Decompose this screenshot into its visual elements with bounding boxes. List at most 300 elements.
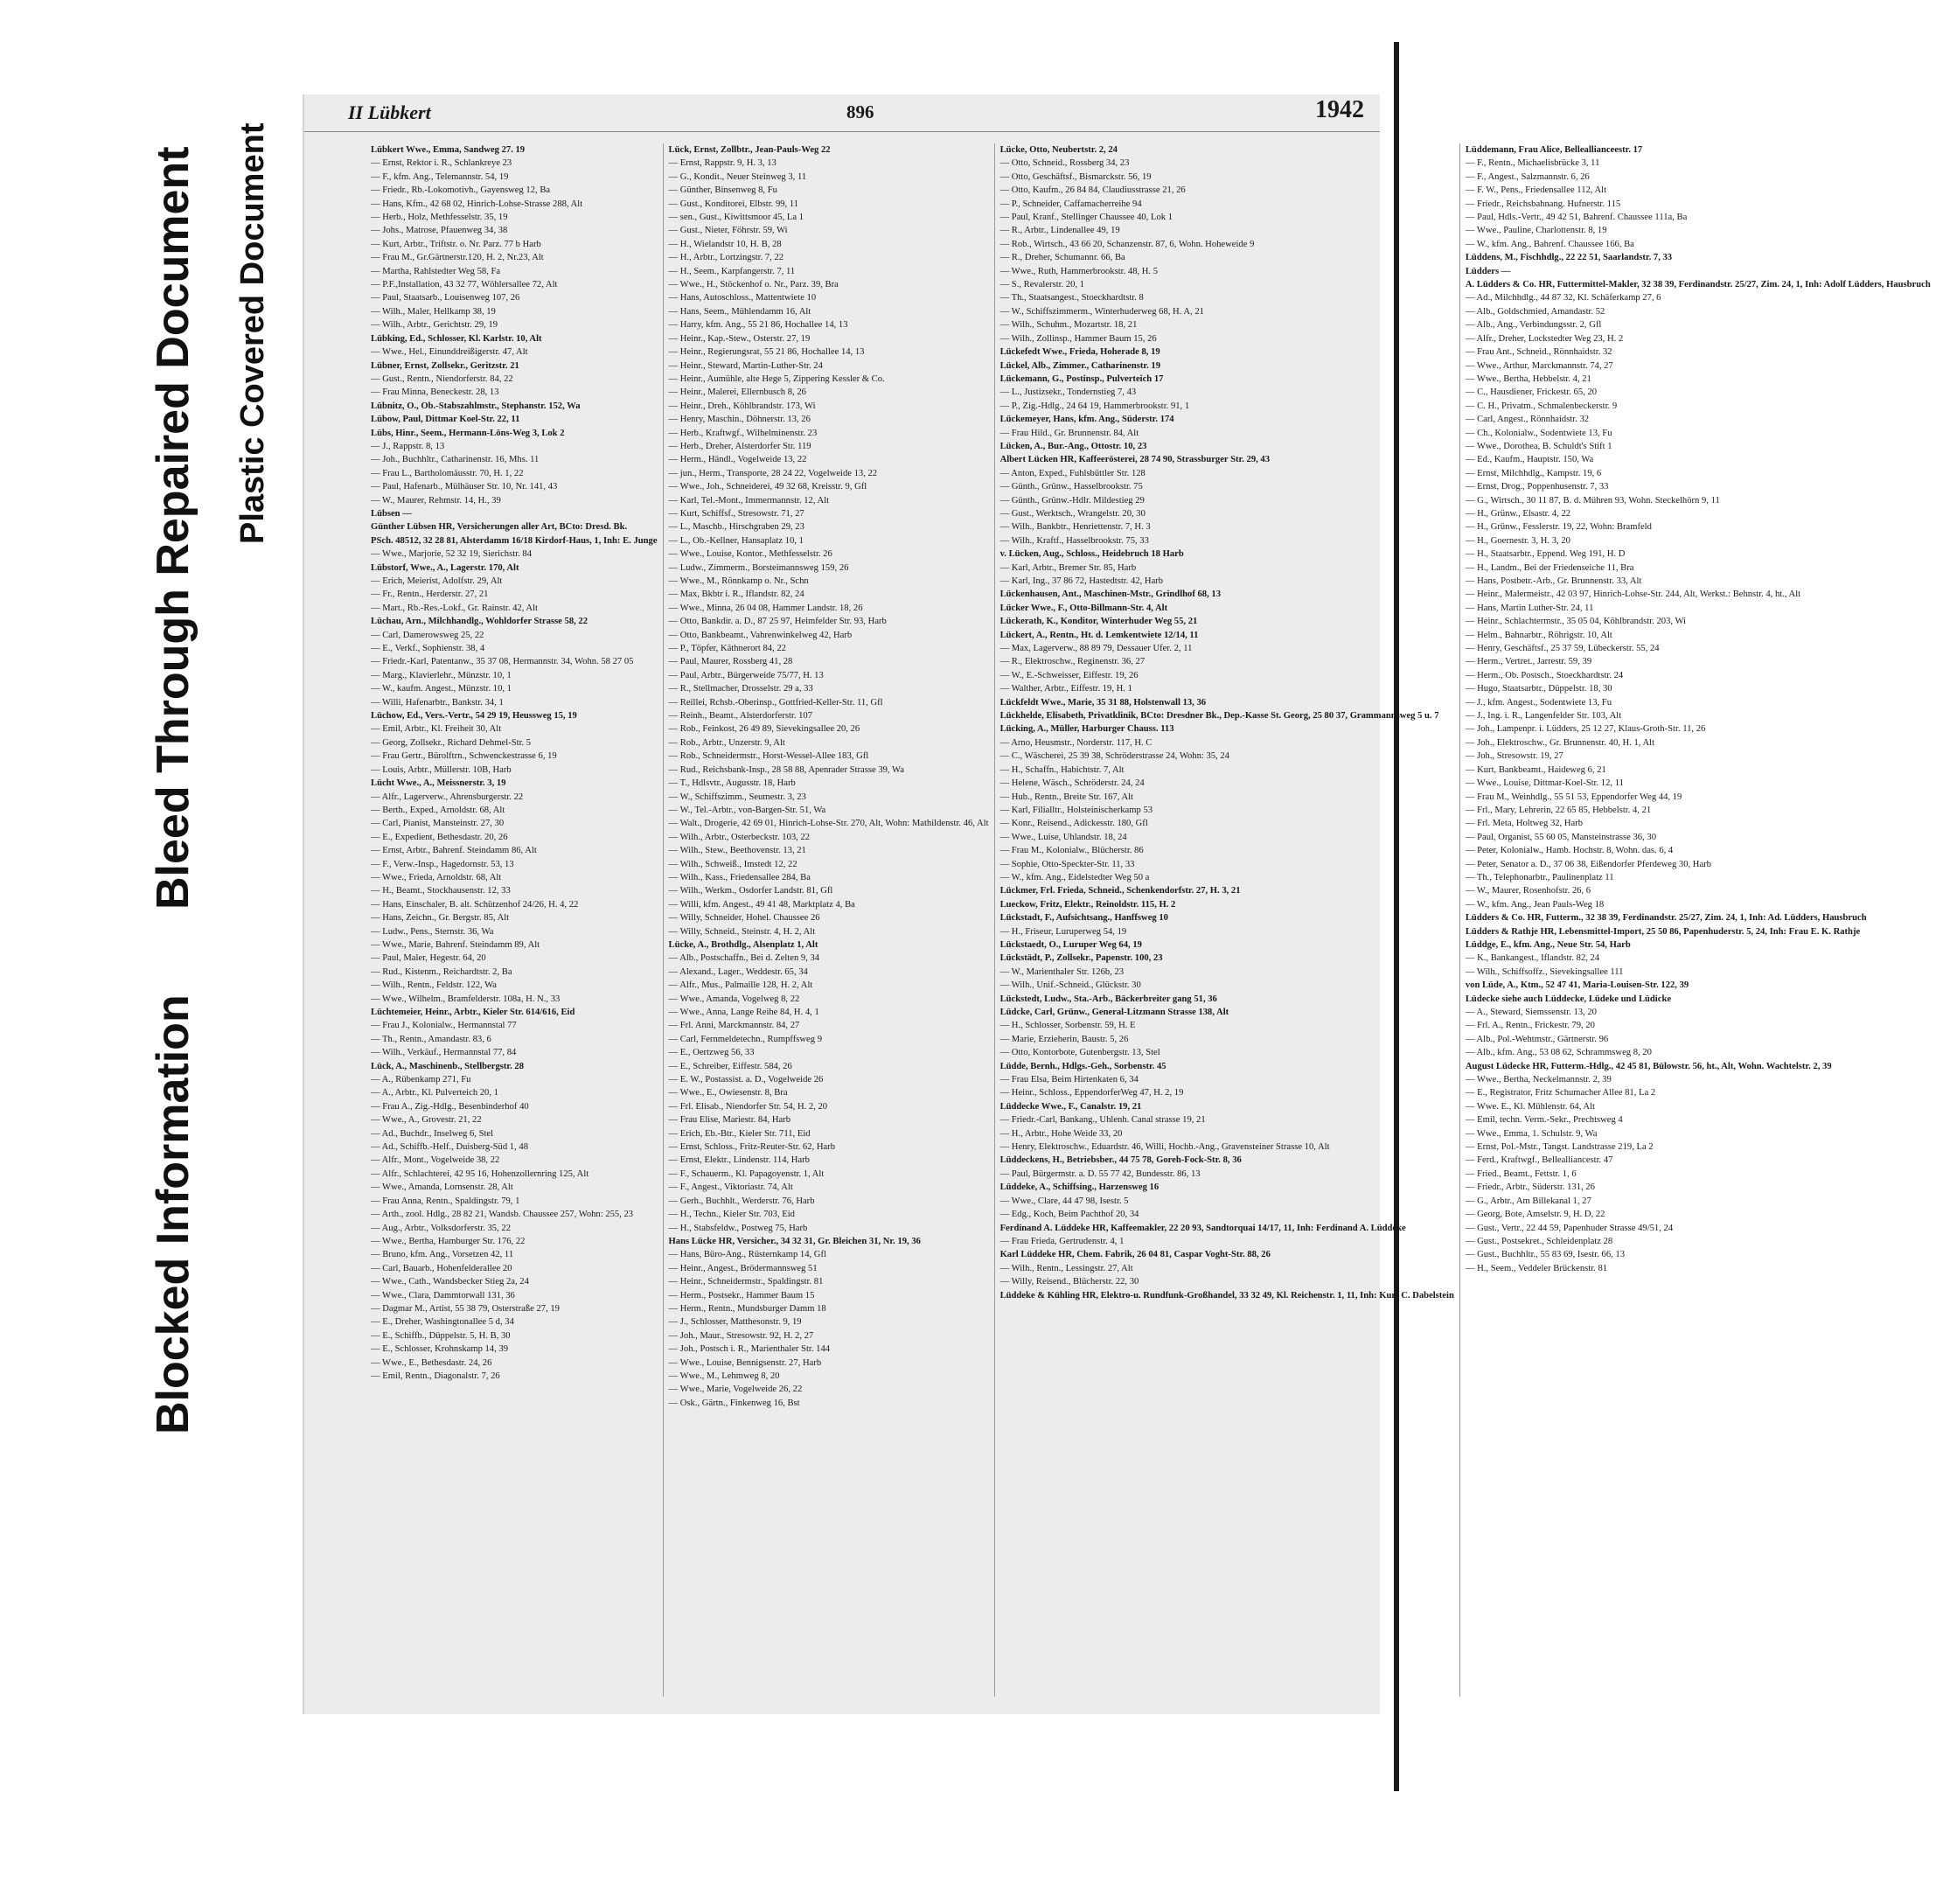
directory-entry: — Arth., zool. Hdlg., 28 82 21, Wandsb. Chaussee 257, Wohn: 255, 23 — [371, 1210, 634, 1220]
directory-entry: — Frau J., Kolonialw., Hermannstal 77 — [371, 1021, 517, 1031]
directory-entry: — Henry, Elektroschw., Eduardstr. 46, Willi, Hochb.-Ang., Gravensteiner Strasse 10, Alt — [999, 1142, 1330, 1153]
directory-entry: — Wwe., Joh., Schneiderei, 49 32 68, Kreisstr. 9, Gfl — [668, 482, 867, 492]
repaired-document-label: Repaired Document — [148, 146, 198, 576]
directory-entry: — Bruno, kfm. Ang., Vorsetzen 42, 11 — [371, 1250, 514, 1260]
directory-entry: — Gust., Vertr., 22 44 59, Papenhuder Strasse 49/51, 24 — [1465, 1223, 1674, 1233]
directory-entry: — F., Verw.-Insp., Hagedornstr. 53, 13 — [371, 859, 514, 869]
directory-entry: — W., kaufm. Angest., Münzstr. 10, 1 — [371, 684, 512, 694]
directory-entry: — Otto, Kontorbote, Gutenbergstr. 13, Stel — [999, 1048, 1160, 1058]
directory-entry: — Th., Rentn., Amandastr. 83, 6 — [371, 1034, 491, 1044]
directory-entry: — Wwe., Cath., Wandsbecker Stieg 2a, 24 — [371, 1277, 529, 1287]
directory-entry: — R., Arbtr., Lindenallee 49, 19 — [999, 226, 1120, 236]
directory-entry: Lücke, A., Brothdlg., Alsenplatz 1, Alt — [668, 939, 818, 950]
directory-entry: — Wwe., Louise, Bennigsenstr. 27, Harb — [668, 1357, 822, 1368]
directory-entry: — Frl. Elisab., Niendorfer Str. 54, H. 2, 20 — [668, 1101, 828, 1112]
directory-entry: — H., Seem., Veddeler Brückenstr. 81 — [1465, 1263, 1608, 1273]
directory-entry: — W., E.-Schweisser, Eiffestr. 19, 26 — [999, 670, 1139, 680]
directory-entry: Lüdde, Bernh., Hdlgs.-Geh., Sorbenstr. 45 — [999, 1061, 1166, 1071]
directory-entry: — Wilh., Schuhm., Mozartstr. 18, 21 — [999, 320, 1138, 331]
directory-entry: — Friedr., Arbtr., Süderstr. 131, 26 — [1465, 1182, 1595, 1193]
directory-entry: — Emil, techn. Verm.-Sekr., Prechtsweg 4 — [1465, 1115, 1623, 1126]
directory-entry: — Joh., Maur., Stresowstr. 92, H. 2, 27 — [668, 1330, 814, 1341]
directory-entry: — Aug., Arbtr., Volksdorferstr. 35, 22 — [371, 1223, 511, 1233]
directory-entry: — Alb., Ang., Verbindungsstr. 2, Gfl — [1465, 320, 1602, 331]
directory-entry: — Wwe. E., Kl. Mühlenstr. 64, Alt — [1465, 1101, 1595, 1112]
directory-entry: Lückenhausen, Ant., Maschinen-Mstr., Grindlhof 68, 13 — [999, 589, 1221, 600]
directory-entry: — Wwe., Dorothea, B. Schuldt's Stift 1 — [1465, 441, 1612, 451]
directory-column-1 — [366, 143, 664, 1697]
directory-entry: — Willy, Schneid., Steinstr. 4, H. 2, Alt — [668, 926, 816, 937]
directory-entry: — Sophie, Otto-Speckter-Str. 11, 33 — [999, 859, 1135, 869]
directory-entry: — Heinr., Schloss., EppendorferWeg 47, H. 2, 19 — [999, 1088, 1184, 1098]
directory-entry: Lüddge, E., kfm. Ang., Neue Str. 54, Harb — [1465, 939, 1631, 950]
directory-entry: — H., Seem., Karpfangerstr. 7, 11 — [668, 266, 796, 276]
directory-entry: — Herb., Dreher, Alsterdorfer Str. 119 — [668, 441, 811, 451]
directory-entry: — Wwe., Pauline, Charlottenstr. 8, 19 — [1465, 226, 1607, 236]
directory-entry: Lüchow, Ed., Vers.-Vertr., 54 29 19, Heussweg 15, 19 — [371, 711, 577, 722]
directory-entry: — E., Schlosser, Krohnskamp 14, 39 — [371, 1344, 508, 1355]
directory-entry: — Ad., Buchdr., Inselweg 6, Stel — [371, 1128, 494, 1139]
directory-entry: — H., Stabsfeldw., Postweg 75, Harb — [668, 1223, 808, 1233]
directory-entry: Lübkert Wwe., Emma, Sandweg 27. 19 — [371, 145, 526, 155]
directory-entry: Lüddecke Wwe., F., Canalstr. 19, 21 — [999, 1101, 1142, 1112]
directory-entry: — Otto, Bankdir. a. D., 87 25 97, Heimfelder Str. 93, Harb — [668, 617, 887, 627]
directory-entry: — W., Maurer, Rehmstr. 14, H., 39 — [371, 495, 501, 506]
directory-entry: Karl Lüddeke HR, Chem. Fabrik, 26 04 81, Caspar Voght-Str. 88, 26 — [999, 1250, 1271, 1260]
directory-column-2 — [664, 143, 995, 1697]
directory-entry: — Willy, Reisend., Blücherstr. 22, 30 — [999, 1277, 1139, 1287]
directory-entry: — Frau Elise, Mariestr. 84, Harb — [668, 1115, 791, 1126]
directory-entry: — Th., Telephonarbtr., Paulinenplatz 11 — [1465, 872, 1614, 882]
directory-entry: — Walther, Arbtr., Eiffestr. 19, H. 1 — [999, 684, 1132, 694]
directory-entry: — L., Maschb., Hirschgraben 29, 23 — [668, 522, 804, 533]
directory-entry: — Osk., Gärtn., Finkenweg 16, Bst — [668, 1398, 800, 1408]
directory-entry: — Joh., Lampenpr. i. Lüdders, 25 12 27, Klaus-Groth-Str. 11, 26 — [1465, 724, 1706, 735]
directory-entry: — R., Elektroschw., Reginenstr. 36, 27 — [999, 657, 1146, 667]
directory-entry: — J., kfm. Angest., Sodentwiete 13, Fu — [1465, 697, 1612, 708]
directory-entry: — Ch., Kolonialw., Sodentwiete 13, Fu — [1465, 428, 1612, 438]
directory-entry: — Wwe., A., Grovestr. 21, 22 — [371, 1115, 482, 1126]
directory-entry: — Emil, Arbtr., Kl. Freiheit 30, Alt — [371, 724, 502, 735]
directory-entry: Lücking, A., Müller, Harburger Chauss. 113 — [999, 724, 1174, 735]
directory-entry: — P., Schneider, Caffamacherreihe 94 — [999, 199, 1142, 209]
directory-entry: Lueckow, Fritz, Elektr., Reinoldstr. 115, H. 2 — [999, 899, 1176, 910]
directory-entry: — Wwe., Bertha, Neckelmannstr. 2, 39 — [1465, 1075, 1612, 1085]
directory-entry: — Carl, Bauarb., Hohenfelderallee 20 — [371, 1263, 512, 1273]
directory-entry: — Frl. A., Rentn., Frickestr. 79, 20 — [1465, 1021, 1595, 1031]
directory-entry: Lückfeldt Wwe., Marie, 35 31 88, Holstenwall 13, 36 — [999, 697, 1207, 708]
directory-entry: — Georg, Zollsekr., Richard Dehmel-Str. 5 — [371, 737, 532, 748]
directory-entry: — Wwe., E., Owiesenstr. 8, Bra — [668, 1088, 788, 1098]
directory-entry: — Heinr., Steward, Martin-Luther-Str. 24 — [668, 360, 823, 371]
directory-entry: Lüdecke siehe auch Lüddecke, Lüdeke und Lüdicke — [1465, 994, 1672, 1004]
directory-entry: — L., Ob.-Kellner, Hansaplatz 10, 1 — [668, 535, 804, 546]
directory-entry: Lüddeke, A., Schiffsing., Harzensweg 16 — [999, 1182, 1160, 1193]
directory-entry: — H., Goernestr. 3, H. 3, 20 — [1465, 535, 1570, 546]
directory-entry: — W., kfm. Ang., Eidelstedter Weg 50 a — [999, 872, 1150, 882]
directory-entry: — A., Rübenkamp 271, Fu — [371, 1075, 471, 1085]
directory-entry: — H., Staatsarbtr., Eppend. Weg 191, H. D — [1465, 549, 1626, 560]
directory-entry: — S., Revalerstr. 20, 1 — [999, 280, 1085, 290]
directory-entry: — Arno, Heusmstr., Norderstr. 117, H. C — [999, 737, 1153, 748]
directory-entry: — Erich, Meierist, Adolfstr. 29, Alt — [371, 576, 503, 586]
directory-entry: Lüddemann, Frau Alice, Belleallianceestr. 17 — [1465, 145, 1643, 155]
directory-entry: — Paul, Hafenarb., Mülhäuser Str. 10, Nr. 141, 43 — [371, 482, 558, 492]
directory-entry: — Alb., kfm. Ang., 53 08 62, Schrammsweg 8, 20 — [1465, 1048, 1652, 1058]
directory-entry: Lüchtemeier, Heinr., Arbtr., Kieler Str. 614/616, Eid — [371, 1008, 575, 1017]
directory-entry: — H., Techn., Kieler Str. 703, Eid — [668, 1210, 795, 1220]
directory-entry: — Frau Elsa, Beim Hirtenkaten 6, 34 — [999, 1075, 1139, 1085]
directory-entry: Lückstaedt, O., Luruper Weg 64, 19 — [999, 939, 1142, 950]
directory-entry: — Walt., Drogerie, 42 69 01, Hinrich-Lohse-Str. 270, Alt, Wohn: Mathildenstr. 46, Alt — [668, 819, 989, 829]
directory-entry: — F., Rentn., Michaelisbrücke 3, 11 — [1465, 158, 1600, 169]
bleed-through-repaired-label — [147, 146, 199, 910]
blocked-information-label: Blocked Information — [148, 994, 198, 1434]
directory-entry: — T., Hdlsvtr., Augusstr. 18, Harb — [668, 778, 796, 789]
directory-entry: — Reillei, Rchsb.-Oberinsp., Gottfried-Keller-Str. 11, Gfl — [668, 697, 883, 708]
directory-entry: — Alexand., Lager., Weddestr. 65, 34 — [668, 966, 808, 977]
directory-entry: — Wwe., Louise, Dittmar-Koel-Str. 12, 11 — [1465, 778, 1624, 789]
directory-entry: — E. W., Postassist. a. D., Vogelweide 26 — [668, 1075, 824, 1085]
directory-entry: — H., Arbtr., Lortzingstr. 7, 22 — [668, 253, 784, 263]
directory-entry: — Helm., Bahnarbtr., Röhrigstr. 10, Alt — [1465, 630, 1612, 640]
directory-entry: — J., Rappstr. 8, 13 — [371, 441, 445, 451]
directory-entry: — Heinr., Schlachtermstr., 35 05 04, Köhlbrandstr. 203, Wi — [1465, 617, 1686, 627]
directory-entry: Günther Lübsen HR, Versicherungen aller Art, BCto: Dresd. Bk. — [371, 522, 628, 533]
directory-entry: — Peter, Senator a. D., 37 06 38, Eißendorfer Pferdeweg 30, Harb — [1465, 859, 1711, 869]
directory-entry: — Carl, Pianist, Mansteinstr. 27, 30 — [371, 819, 505, 829]
directory-entry: — Mart., Rb.-Res.-Lokf., Gr. Rainstr. 42, Alt — [371, 603, 538, 613]
directory-page — [303, 94, 1931, 1714]
directory-entry: — E., Oertzweg 56, 33 — [668, 1048, 755, 1058]
directory-entry: — Reinh., Beamt., Alsterdorferstr. 107 — [668, 711, 813, 722]
directory-entry: — Helene, Wäsch., Schröderstr. 24, 24 — [999, 778, 1145, 789]
directory-entry: — Carl, Damerowsweg 25, 22 — [371, 630, 484, 640]
directory-entry: — Wwe., Ruth, Hammerbrookstr. 48, H. 5 — [999, 266, 1159, 276]
directory-entry: Lübnitz, O., Ob.-Stabszahlmstr., Stephanstr. 152, Wa — [371, 401, 581, 411]
directory-entry: — Kurt, Bankbeamt., Haideweg 6, 21 — [1465, 764, 1606, 775]
directory-entry: — Ernst, Schloss., Fritz-Reuter-Str. 62, Harb — [668, 1142, 836, 1153]
directory-entry: — H., Arbtr., Hohe Weide 33, 20 — [999, 1128, 1123, 1139]
directory-entry: — F., Angest., Viktoriastr. 74, Alt — [668, 1182, 793, 1193]
directory-entry: — Ernst, Rektor i. R., Schlankreye 23 — [371, 158, 512, 169]
directory-entry: Lübstorf, Wwe., A., Lagerstr. 170, Alt — [371, 562, 519, 573]
directory-entry: — J., Schlosser, Matthesonstr. 9, 19 — [668, 1317, 802, 1328]
directory-entry: — Ed., Kaufm., Hauptstr. 150, Wa — [1465, 455, 1594, 465]
directory-entry: — E., Verkf., Sophienstr. 38, 4 — [371, 644, 485, 654]
page-number: 896 — [846, 101, 874, 122]
directory-entry: — Rud., Reichsbank-Insp., 28 58 88, Apenrader Strasse 39, Wa — [668, 764, 904, 775]
directory-entry: — Karl, Filialltr., Holsteinischerkamp 53 — [999, 805, 1153, 815]
directory-entry: — jun., Herm., Transporte, 28 24 22, Vogelweide 13, 22 — [668, 468, 878, 478]
directory-entry: — Frl. Anni, Marckmannstr. 84, 27 — [668, 1021, 800, 1031]
directory-entry: Lüdders — — [1465, 266, 1511, 276]
directory-entry: — W., Tel.-Arbtr., von-Bargen-Str. 51, Wa — [668, 805, 826, 815]
directory-columns — [366, 143, 1931, 1697]
directory-entry: Lücken, A., Bur.-Ang., Ottostr. 10, 23 — [999, 441, 1147, 451]
directory-entry: — Wwe., Luise, Uhlandstr. 18, 24 — [999, 832, 1127, 842]
directory-entry: — Henry, Geschäftsf., 25 37 59, Lübeckerstr. 55, 24 — [1465, 644, 1660, 654]
directory-entry: Ferdinand A. Lüddeke HR, Kaffeemakler, 22 20 93, Sandtorquai 14/17, 11, Inh: Ferdinand A. Lüddeke — [999, 1223, 1406, 1233]
directory-entry: — Hub., Rentn., Breite Str. 167, Alt — [999, 792, 1133, 802]
directory-entry: — Martha, Rahlstedter Weg 58, Fa — [371, 266, 501, 276]
directory-entry: — Hans, Martin Luther-Str. 24, 11 — [1465, 603, 1594, 613]
directory-entry: — Wilh., Bankbtr., Henriettenstr. 7, H. 3 — [999, 522, 1151, 533]
directory-entry: — Max, Lagerverw., 88 89 79, Dessauer Ufer. 2, 11 — [999, 644, 1193, 654]
directory-entry: Lückefedt Wwe., Frieda, Hoherade 8, 19 — [999, 347, 1160, 358]
directory-entry: — Günth., Grünw.-Hdlr. Mildestieg 29 — [999, 495, 1145, 506]
directory-entry: — Paul, Maler, Hegestr. 64, 20 — [371, 953, 486, 964]
directory-entry: — Alb., Pol.-Wehtmstr., Gärtnerstr. 96 — [1465, 1034, 1609, 1044]
directory-entry: — Herm., Händl., Vogelweide 13, 22 — [668, 455, 807, 465]
directory-entry: — Wwe., Clare, 44 47 98, Isestr. 5 — [999, 1196, 1129, 1206]
directory-entry: — Hans, Büro-Ang., Rüsternkamp 14, Gfl — [668, 1250, 826, 1260]
directory-entry: — Heinr., Malerei, Ellernbusch 8, 26 — [668, 387, 806, 398]
directory-entry: — Georg, Bote, Amselstr. 9, H. D, 22 — [1465, 1210, 1605, 1220]
directory-entry: — Wwe., Amanda, Lornsenstr. 28, Alt — [371, 1182, 513, 1193]
directory-entry: — Heinr., Dreh., Köhlbrandstr. 173, Wi — [668, 401, 816, 411]
directory-entry: — P.F.,Installation, 43 32 77, Wöhlersallee 72, Alt — [371, 280, 558, 290]
directory-entry: — Rob., Schneidermstr., Horst-Wessel-Allee 183, Gfl — [668, 751, 869, 762]
directory-entry: — W., Schiffszimmerm., Winterhuderweg 68, H. A, 21 — [999, 306, 1204, 317]
directory-entry: — sen., Gust., Kiwittsmoor 45, La 1 — [668, 213, 804, 223]
directory-entry: — Marie, Erzieherin, Baustr. 5, 26 — [999, 1034, 1129, 1044]
directory-entry: — Gerh., Buchhlt., Werderstr. 76, Harb — [668, 1196, 815, 1206]
directory-entry: — Frau Minna, Beneckestr. 28, 13 — [371, 387, 499, 398]
directory-entry: Hans Lücke HR, Versicher., 34 32 31, Gr. Bleichen 31, Nr. 19, 36 — [668, 1236, 921, 1246]
directory-entry: — Paul, Staatsarb., Louisenweg 107, 26 — [371, 293, 520, 303]
directory-entry: — Ernst, Elektr., Lindenstr. 114, Harb — [668, 1155, 810, 1166]
directory-entry: — Frl. Meta, Holtweg 32, Harb — [1465, 819, 1584, 829]
directory-entry: — Alfr., Dreher, Lockstedter Weg 23, H. 2 — [1465, 333, 1624, 344]
directory-entry: — Ernst, Rappstr. 9, H. 3, 13 — [668, 158, 776, 169]
directory-entry: — E., Schreiber, Eiffestr. 584, 26 — [668, 1061, 792, 1071]
page-header-left: II Lübkert — [348, 101, 431, 123]
directory-entry: — Kurt, Schiffsf., Stresowstr. 71, 27 — [668, 508, 804, 519]
directory-entry: — Ernst, Pol.-Mstr., Tangst. Landstrasse 219, La 2 — [1465, 1142, 1654, 1153]
directory-entry: — Hans, Kfm., 42 68 02, Hinrich-Lohse-Strasse 288, Alt — [371, 199, 583, 209]
directory-entry: Lücht Wwe., A., Meissnerstr. 3, 19 — [371, 778, 506, 789]
directory-entry: — Herb., Kraftwgf., Wilhelminenstr. 23 — [668, 428, 818, 438]
directory-entry: — Gust., Nieter, Föhrstr. 59, Wi — [668, 226, 788, 236]
directory-entry: — Paul, Arbtr., Bürgerweide 75/77, H. 13 — [668, 670, 824, 680]
degradation-labels — [0, 0, 280, 1904]
page-header — [304, 94, 1380, 132]
directory-entry: — Alfr., Mus., Palmaille 128, H. 2, Alt — [668, 980, 813, 991]
directory-entry: Lüchau, Arn., Milchhandlg., Wohldorfer Strasse 58, 22 — [371, 617, 588, 627]
directory-entry: — Wilh., Arbtr., Gerichtstr. 29, 19 — [371, 320, 498, 331]
directory-entry: — Joh., Elektroschw., Gr. Brunnenstr. 40, H. 1, Alt — [1465, 737, 1655, 748]
directory-entry: Lüdcke, Carl, Grünw., General-Litzmann Strasse 138, Alt — [999, 1008, 1229, 1017]
directory-entry: Albert Lücken HR, Kaffeerösterei, 28 74 90, Strassburger Str. 29, 43 — [999, 455, 1271, 465]
directory-entry: — Friedr., Reichsbahnang. Hufnerstr. 115 — [1465, 199, 1621, 209]
directory-entry: — Rob., Arbtr., Unzerstr. 9, Alt — [668, 737, 785, 748]
directory-entry: — Heinr., Kap.-Stew., Osterstr. 27, 19 — [668, 333, 811, 344]
directory-entry: — Wwe., Marie, Bahrenf. Steindamm 89, Alt — [371, 939, 540, 950]
directory-entry: — Günther, Binsenweg 8, Fu — [668, 185, 777, 196]
directory-entry: — Wwe., Emma, 1. Schulstr. 9, Wa — [1465, 1128, 1598, 1139]
directory-entry: Lückemann, G., Postinsp., Pulverteich 17 — [999, 373, 1164, 384]
directory-entry: — Frau Ant., Schneid., Rönnhaidstr. 32 — [1465, 347, 1612, 358]
directory-entry: — Emil, Rentn., Diagonalstr. 7, 26 — [371, 1370, 500, 1381]
directory-entry: — Alfr., Mont., Vogelweide 38, 22 — [371, 1155, 500, 1166]
directory-entry: — Frl., Mary, Lehrerin, 22 65 85, Hebbelstr. 4, 21 — [1465, 805, 1652, 815]
directory-entry: — Frau L., Bartholomäusstr. 70, H. 1, 22 — [371, 468, 524, 478]
directory-entry: Lückmer, Frl. Frieda, Schneid., Schenkendorfstr. 27, H. 3, 21 — [999, 886, 1241, 896]
directory-column-4 — [1460, 143, 1936, 1697]
directory-entry: — Wwe., Arthur, Marckmannstr. 74, 27 — [1465, 360, 1613, 371]
directory-entry: — Wwe., Wilhelm., Bramfelderstr. 108a, H. N., 33 — [371, 994, 561, 1004]
directory-entry: — Wwe., M., Lehmweg 8, 20 — [668, 1370, 780, 1381]
directory-entry: — Joh., Buchhltr., Catharinenstr. 16, Mhs. 11 — [371, 455, 540, 465]
directory-entry: — W., kfm. Ang., Bahrenf. Chaussee 166, Ba — [1465, 239, 1634, 249]
directory-entry: Lückstädt, P., Zollsekr., Papenstr. 100, 23 — [999, 953, 1163, 964]
directory-entry: — Harry, kfm. Ang., 55 21 86, Hochallee 14, 13 — [668, 320, 848, 331]
directory-entry: — Otto, Schneid., Rossberg 34, 23 — [999, 158, 1130, 169]
directory-entry: — Karl, Arbtr., Bremer Str. 85, Harb — [999, 562, 1137, 573]
directory-entry: Lückert, A., Rentn., Ht. d. Lemkentwiete 12/14, 11 — [999, 630, 1199, 640]
directory-entry: — Ernst, Arbtr., Bahrenf. Steindamm 86, Alt — [371, 846, 537, 856]
directory-entry: — Ad., Milchhdlg., 44 87 32, Kl. Schäferkamp 27, 6 — [1465, 293, 1661, 303]
directory-entry: — Paul, Maurer, Rossberg 41, 28 — [668, 657, 793, 667]
directory-entry: — G., Arbtr., Am Billekanal 1, 27 — [1465, 1196, 1591, 1206]
plastic-covered-label: Plastic Covered Document — [234, 122, 271, 544]
directory-entry: — Rud., Kistenm., Reichardtstr. 2, Ba — [371, 966, 512, 977]
directory-entry: — Friedr.-Karl, Patentanw., 35 37 08, Hermannstr. 34, Wohn. 58 27 05 — [371, 657, 634, 667]
directory-entry: — Max, Bkbtr i. R., Iflandstr. 82, 24 — [668, 589, 804, 600]
directory-entry: — E., Dreher, Washingtonallee 5 d, 34 — [371, 1317, 514, 1328]
directory-entry: — J., Ing. i. R., Langenfelder Str. 103, Alt — [1465, 711, 1622, 722]
directory-entry: — P., Töpfer, Käthnerort 84, 22 — [668, 644, 786, 654]
directory-entry: — F., Angest., Salzmannstr. 6, 26 — [1465, 171, 1590, 182]
directory-entry: — L., Justizsekr., Tondernstieg 7, 43 — [999, 387, 1137, 398]
directory-entry: — Ludw., Pens., Sternstr. 36, Wa — [371, 926, 494, 937]
directory-entry: — Hans, Seem., Mühlendamm 16, Alt — [668, 306, 811, 317]
directory-entry: — Wilh., Zollinsp., Hammer Baum 15, 26 — [999, 333, 1157, 344]
directory-entry: — Wwe., H., Stöckenhof o. Nr., Parz. 39, Bra — [668, 280, 839, 290]
directory-entry: — H., Grünw., Elsastr. 4, 22 — [1465, 508, 1571, 519]
directory-entry: — Fried., Beamt., Fettstr. 1, 6 — [1465, 1168, 1577, 1179]
directory-entry: Lückstedt, Ludw., Sta.-Arb., Bäckerbreiter gang 51, 36 — [999, 994, 1217, 1004]
directory-entry: — K., Bankangest., Iflandstr. 82, 24 — [1465, 953, 1600, 964]
directory-entry: — Frau M., Weinhdlg., 55 51 53, Eppendorfer Weg 44, 19 — [1465, 792, 1682, 802]
directory-entry: Lücke, Otto, Neubertstr. 2, 24 — [999, 145, 1118, 155]
directory-entry: — Wwe., Clara, Dammtorwall 131, 36 — [371, 1290, 515, 1301]
directory-entry: — Hans, Postbetr.-Arb., Gr. Brunnenstr. 33, Alt — [1465, 576, 1642, 586]
directory-entry: — Rob., Feinkost, 26 49 89, Sievekingsallee 20, 26 — [668, 724, 860, 735]
directory-entry: — Wilh., Verkäuf., Hermannstal 77, 84 — [371, 1048, 517, 1058]
directory-entry: August Lüdecke HR, Futterm.-Hdlg., 42 45 81, Bülowstr. 56, ht., Alt, Wohn. Wachtelstr. 2, 39 — [1465, 1061, 1832, 1071]
directory-entry: — Gust., Konditorei, Elbstr. 99, 11 — [668, 199, 799, 209]
directory-entry: — C. H., Privatm., Schmalenbeckerstr. 9 — [1465, 401, 1618, 411]
directory-entry: Lüdders & Co. HR, Futterm., 32 38 39, Ferdinandstr. 25/27, Zim. 24, 1, Inh: Ad. Lüdders, Hausbruch — [1465, 913, 1867, 924]
directory-entry: — F., kfm. Ang., Telemannstr. 54, 19 — [371, 171, 509, 182]
directory-entry: — Fr., Rentn., Herderstr. 27, 21 — [371, 589, 489, 600]
directory-entry: — Gust., Postsekret., Schleidenplatz 28 — [1465, 1236, 1613, 1246]
directory-entry: — Wwe., Bertha, Hamburger Str. 176, 22 — [371, 1236, 526, 1246]
directory-entry: — H., Wielandstr 10, H. B, 28 — [668, 239, 782, 249]
directory-entry: — R., Stellmacher, Drosselstr. 29 a, 33 — [668, 684, 813, 694]
directory-entry: — C., Wäscherei, 25 39 38, Schröderstrasse 24, Wohn: 35, 24 — [999, 751, 1229, 762]
directory-entry: — Alb., Postschaffn., Bei d. Zelten 9, 34 — [668, 953, 820, 964]
directory-entry: — Wwe., Louise, Kontor., Methfesselstr. 26 — [668, 549, 832, 560]
directory-entry: — Th., Staatsangest., Stoeckhardtstr. 8 — [999, 293, 1144, 303]
directory-entry: Lübking, Ed., Schlosser, Kl. Karlstr. 10, Alt — [371, 333, 542, 344]
directory-entry: — Erich, Eb.-Btr., Kieler Str. 711, Eid — [668, 1128, 811, 1139]
directory-entry: — Paul, Organist, 55 60 05, Mansteinstrasse 36, 30 — [1465, 832, 1656, 842]
directory-entry: PSch. 48512, 32 28 81, Alsterdamm 16/18 Kirdorf-Haus, 1, Inh: E. Junge — [371, 535, 658, 546]
directory-entry: — W., Schiffszimm., Seumestr. 3, 23 — [668, 792, 806, 802]
directory-entry: — G., Wirtsch., 30 11 87, B. d. Mühren 93, Wohn. Steckelhörn 9, 11 — [1465, 495, 1720, 506]
directory-entry: — Frau M., Kolonialw., Blücherstr. 86 — [999, 846, 1144, 856]
directory-entry: — Frau M., Gr.Gärtnerstr.120, H. 2, Nr.23, Alt — [371, 253, 544, 263]
directory-entry: — Heinr., Regierungsrat, 55 21 86, Hochallee 14, 13 — [668, 347, 865, 358]
directory-entry: — Wilh., Arbtr., Osterbeckstr. 103, 22 — [668, 832, 811, 842]
directory-entry: — Wilh., Maler, Hellkamp 38, 19 — [371, 306, 496, 317]
directory-entry: — Heinr., Aumühle, alte Hege 5, Zippering Kessler & Co. — [668, 373, 885, 384]
directory-entry: — H., Landm., Bei der Friedenseiche 11, Bra — [1465, 562, 1634, 573]
directory-entry: — Willy, Schneider, Hohel. Chaussee 26 — [668, 913, 820, 924]
directory-entry: — Wilh., Werkm., Osdorfer Landstr. 81, Gfl — [668, 886, 833, 896]
page-year: 1942 — [1315, 96, 1364, 123]
directory-entry: Lückstadt, F., Aufsichtsang., Hanffsweg 10 — [999, 913, 1168, 924]
directory-entry: — F., Schauerm., Kl. Papagoyenstr. 1, Alt — [668, 1168, 825, 1179]
directory-entry: — P., Zig.-Hdlg., 24 64 19, Hammerbrookstr. 91, 1 — [999, 401, 1190, 411]
directory-entry: — Rob., Wirtsch., 43 66 20, Schanzenstr. 87, 6, Wohn. Hoheweide 9 — [999, 239, 1255, 249]
directory-entry: Lückel, Alb., Zimmer., Catharinenstr. 19 — [999, 360, 1161, 371]
directory-entry: — Willi, Hafenarbtr., Bankstr. 34, 1 — [371, 697, 504, 708]
directory-entry: — Wwe., Amanda, Vogelweg 8, 22 — [668, 994, 800, 1004]
directory-entry: Lüddeke & Kühling HR, Elektro-u. Rundfunk-Großhandel, 33 32 49, Kl. Reichenstr. 1, 11, Inh: Kurt C. Dabelstein — [999, 1290, 1454, 1301]
directory-entry: — H., Schlosser, Sorbenstr. 59, H. E — [999, 1021, 1136, 1031]
directory-entry: — Wwe., Marie, Vogelweide 26, 22 — [668, 1384, 803, 1395]
directory-entry: Lüddens, M., Fischhdlg., 22 22 51, Saarlandstr. 7, 33 — [1465, 253, 1673, 263]
directory-entry: Lübsen — — [371, 508, 412, 519]
directory-entry: — Johs., Matrose, Pfauenweg 34, 38 — [371, 226, 508, 236]
directory-entry: — Marg., Klavierlehr., Münzstr. 10, 1 — [371, 670, 512, 680]
directory-entry: — R., Dreher, Schumannr. 66, Ba — [999, 253, 1125, 263]
directory-entry: Lückerath, K., Konditor, Winterhuder Weg 55, 21 — [999, 617, 1198, 627]
directory-entry: — A., Steward, Siemssenstr. 13, 20 — [1465, 1008, 1597, 1017]
directory-entry: — Heinr., Angest., Brödermannsweg 51 — [668, 1263, 818, 1273]
directory-entry: — F. W., Pens., Friedensallee 112, Alt — [1465, 185, 1607, 196]
directory-entry: — Heinr., Malermeistr., 42 03 97, Hinrich-Lohse-Str. 244, Alt, Werkst.: Behnstr. 4, ht., Alt — [1465, 589, 1801, 600]
directory-entry: v. Lücken, Aug., Schloss., Heidebruch 18 Harb — [999, 549, 1184, 560]
directory-entry: A. Lüdders & Co. HR, Futtermittel-Makler, 32 38 39, Ferdinandstr. 25/27, Zim. 24, 1, Inh: Adolf Lüdders, Hausbruch — [1465, 280, 1931, 290]
directory-entry: — Joh., Stresowstr. 19, 27 — [1465, 751, 1563, 762]
directory-entry: — Willi, kfm. Angest., 49 41 48, Marktplatz 4, Ba — [668, 899, 855, 910]
directory-entry: — Wilh., Rentn., Lessingstr. 27, Alt — [999, 1263, 1133, 1273]
directory-entry: — Kurt, Arbtr., Triftstr. o. Nr. Parz. 77 b Harb — [371, 239, 541, 249]
directory-entry: Lück, Ernst, Zollbtr., Jean-Pauls-Weg 22 — [668, 145, 831, 155]
directory-entry: — Frau Gertr., Bürolftrn., Schwenckestrasse 6, 19 — [371, 751, 557, 762]
bleed-through-label: Bleed Through — [148, 589, 198, 910]
directory-entry: — Peter, Kolonialw., Hamb. Hochstr. 8, Wohn. das. 6, 4 — [1465, 846, 1674, 856]
directory-entry: — Hugo, Staatsarbtr., Düppelstr. 18, 30 — [1465, 684, 1612, 694]
directory-entry: — Wilh., Schiffsoffz., Sievekingsallee 111 — [1465, 966, 1624, 977]
directory-entry: — Gust., Rentn., Niendorferstr. 84, 22 — [371, 373, 513, 384]
directory-entry: — Wwe., Frieda, Arnoldstr. 68, Alt — [371, 872, 502, 882]
directory-entry: — Anton, Exped., Fuhlsbüttler Str. 128 — [999, 468, 1146, 478]
directory-entry: — Wwe., Hel., Einunddreißigerstr. 47, Alt — [371, 347, 528, 358]
directory-entry: — Frau Frieda, Gertrudenstr. 4, 1 — [999, 1236, 1125, 1246]
directory-entry: — Wilh., Kraftf., Hasselbrookstr. 75, 33 — [999, 535, 1149, 546]
directory-entry: — Gust., Buchhltr., 55 83 69, Isestr. 66, 13 — [1465, 1250, 1626, 1260]
directory-entry: — W., kfm. Ang., Jean Pauls-Weg 18 — [1465, 899, 1605, 910]
directory-entry: von Lüde, A., Ktm., 52 47 41, Maria-Louisen-Str. 122, 39 — [1465, 980, 1689, 991]
directory-entry: Lüdders & Rathje HR, Lebensmittel-Import, 25 50 86, Papenhuderstr. 5, 24, Inh: Frau E. K. Rathje — [1465, 926, 1861, 937]
directory-entry: — Wilh., Kass., Friedensallee 284, Ba — [668, 872, 811, 882]
